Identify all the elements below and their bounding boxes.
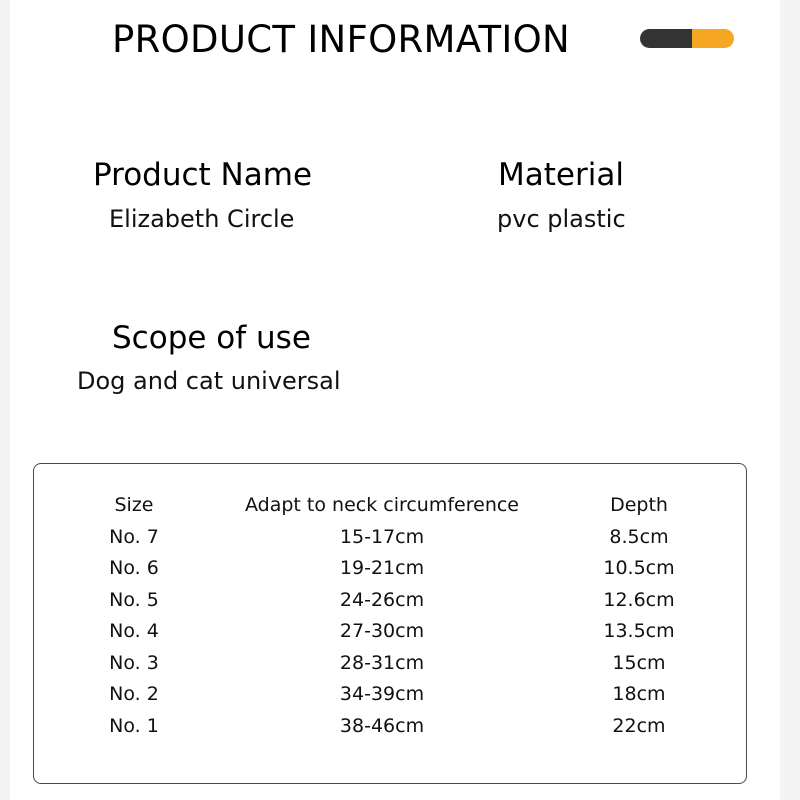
table-row bbox=[34, 715, 746, 747]
size-cell: No. 3 bbox=[109, 651, 159, 674]
table-row bbox=[34, 683, 746, 715]
header-depth: Depth bbox=[610, 494, 668, 516]
decorative-toggle-bar bbox=[640, 29, 734, 48]
depth-cell: 8.5cm bbox=[609, 525, 669, 548]
material-label: Material bbox=[498, 157, 624, 193]
header-size: Size bbox=[114, 494, 154, 516]
toggle-dark-segment bbox=[640, 29, 692, 48]
size-cell: No. 2 bbox=[109, 683, 159, 705]
table-row bbox=[34, 652, 746, 684]
scope-block bbox=[77, 320, 341, 395]
size-cell: No. 1 bbox=[109, 714, 159, 737]
size-table-box bbox=[33, 463, 747, 784]
material-block bbox=[498, 157, 626, 233]
table-row bbox=[34, 620, 746, 652]
neck-cell: 27-30cm bbox=[339, 620, 425, 642]
neck-cell: 24-26cm bbox=[339, 588, 425, 611]
size-cell: No. 6 bbox=[109, 557, 159, 579]
product-name-value: Elizabeth Circle bbox=[109, 205, 295, 233]
depth-cell: 18cm bbox=[612, 683, 666, 705]
size-cell: No. 4 bbox=[109, 620, 159, 642]
toggle-accent-segment bbox=[692, 29, 734, 48]
depth-cell: 13.5cm bbox=[603, 620, 675, 642]
size-cell: No. 7 bbox=[109, 525, 159, 548]
neck-cell: 28-31cm bbox=[339, 651, 425, 674]
neck-cell: 38-46cm bbox=[339, 714, 425, 737]
depth-cell: 22cm bbox=[612, 714, 666, 737]
neck-cell: 34-39cm bbox=[339, 683, 425, 705]
header-neck-circumference: Adapt to neck circumference bbox=[244, 494, 520, 516]
material-value: pvc plastic bbox=[497, 205, 626, 233]
page-title: PRODUCT INFORMATION bbox=[112, 18, 570, 61]
product-name-label: Product Name bbox=[93, 157, 313, 193]
table-row bbox=[34, 526, 746, 558]
scope-label: Scope of use bbox=[112, 320, 311, 356]
table-row bbox=[34, 557, 746, 589]
neck-cell: 15-17cm bbox=[339, 525, 425, 548]
depth-cell: 15cm bbox=[612, 651, 666, 674]
depth-cell: 12.6cm bbox=[603, 588, 675, 611]
scope-value: Dog and cat universal bbox=[77, 367, 341, 395]
size-table bbox=[34, 494, 746, 746]
table-header-row bbox=[34, 494, 746, 526]
depth-cell: 10.5cm bbox=[603, 557, 675, 579]
size-cell: No. 5 bbox=[109, 588, 159, 611]
neck-cell: 19-21cm bbox=[339, 557, 425, 579]
product-name-block bbox=[93, 157, 312, 233]
table-row bbox=[34, 589, 746, 621]
